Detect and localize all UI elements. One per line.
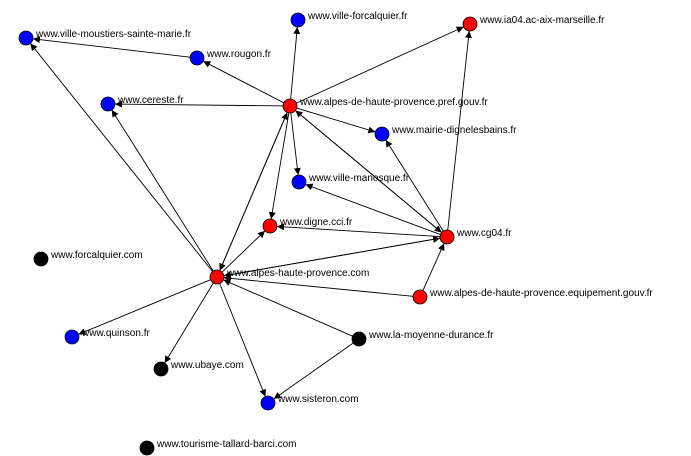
node-circle-moustiers[interactable]: [19, 31, 33, 45]
edge-ahp-to-digne_cci: [222, 231, 265, 272]
node-circle-pref[interactable]: [283, 99, 297, 113]
node-cereste[interactable]: [101, 95, 184, 111]
edge-durance-to-sisteron: [274, 343, 354, 399]
node-pref[interactable]: [283, 97, 488, 113]
node-label-digne_cci: www.digne.cci.fr: [280, 217, 353, 228]
node-label-moustiers: www.ville-moustiers-sainte-marie.fr: [36, 29, 192, 40]
edge-pref-to-forcalquier_fr: [291, 27, 298, 99]
node-forcalquier_fr[interactable]: [291, 11, 408, 27]
node-equip[interactable]: [413, 288, 653, 304]
node-quinson[interactable]: [65, 328, 150, 344]
node-circle-digne_mairie[interactable]: [375, 127, 389, 141]
node-tallard[interactable]: [140, 439, 296, 455]
edge-pref-to-digne_mairie: [297, 108, 376, 132]
edge-rougon-to-moustiers: [33, 39, 190, 57]
node-manosque[interactable]: [292, 173, 410, 189]
node-digne_mairie[interactable]: [375, 125, 517, 141]
node-forcalquier_com[interactable]: [34, 250, 143, 266]
node-label-sisteron: www.sisteron.com: [278, 394, 359, 405]
node-circle-quinson[interactable]: [65, 330, 79, 344]
edge-pref-to-ia04: [296, 27, 463, 103]
edge-ahp-to-pref: [220, 112, 288, 270]
node-label-forcalquier_fr: www.ville-forcalquier.fr: [308, 11, 408, 22]
node-circle-cereste[interactable]: [101, 97, 115, 111]
node-circle-ia04[interactable]: [463, 17, 477, 31]
node-sisteron[interactable]: [261, 394, 359, 410]
node-label-tallard: www.tourisme-tallard-barci.com: [157, 439, 297, 450]
node-durance[interactable]: [352, 330, 494, 346]
node-circle-ahp[interactable]: [210, 270, 224, 284]
edges-layer: [30, 27, 469, 399]
node-circle-equip[interactable]: [413, 290, 427, 304]
edge-ahp-to-sisteron: [220, 283, 266, 396]
node-circle-rougon[interactable]: [190, 51, 204, 65]
node-label-ubaye: www.ubaye.com: [171, 360, 244, 371]
node-label-manosque: www.ville-manosque.fr: [309, 173, 410, 184]
edge-ahp-to-ubaye: [165, 283, 214, 363]
node-circle-manosque[interactable]: [292, 175, 306, 189]
node-circle-digne_cci[interactable]: [263, 219, 277, 233]
node-ubaye[interactable]: [154, 360, 244, 376]
node-ahp[interactable]: [210, 268, 369, 284]
edge-ahp-to-quinson: [78, 280, 210, 335]
nodes-layer: [19, 11, 653, 455]
node-label-forcalquier_com: www.forcalquier.com: [51, 250, 143, 261]
edge-ahp-to-moustiers: [30, 43, 212, 271]
node-circle-cg04[interactable]: [440, 230, 454, 244]
node-label-digne_mairie: www.mairie-dignelesbains.fr: [392, 125, 517, 136]
node-rougon[interactable]: [190, 49, 272, 65]
node-label-durance: www.la-moyenne-durance.fr: [369, 330, 494, 341]
node-cg04[interactable]: [440, 228, 512, 244]
node-circle-forcalquier_com[interactable]: [34, 252, 48, 266]
node-circle-tallard[interactable]: [140, 441, 154, 455]
node-label-rougon: www.rougon.fr: [207, 49, 271, 60]
node-circle-ubaye[interactable]: [154, 362, 168, 376]
node-label-pref: www.alpes-de-haute-provence.pref.gouv.fr: [300, 97, 488, 108]
edge-pref-to-rougon: [203, 61, 284, 103]
node-label-cg04: www.cg04.fr: [457, 228, 512, 239]
node-label-equip: www.alpes-de-haute-provence.equipement.gouv.fr: [430, 288, 653, 299]
edge-ahp-to-cereste: [112, 110, 214, 271]
node-label-ia04: www.ia04.ac-aix-marseille.fr: [480, 15, 605, 26]
node-circle-forcalquier_fr[interactable]: [291, 13, 305, 27]
node-circle-sisteron[interactable]: [261, 396, 275, 410]
edge-equip-to-ahp: [224, 278, 413, 297]
edge-equip-to-cg04: [423, 243, 444, 290]
node-circle-durance[interactable]: [352, 332, 366, 346]
node-ia04[interactable]: [463, 15, 605, 31]
edge-pref-to-manosque: [291, 113, 298, 175]
node-label-ahp: www.alpes-haute-provence.com: [227, 268, 370, 279]
node-moustiers[interactable]: [19, 29, 192, 45]
node-label-cereste: www.cereste.fr: [118, 95, 184, 106]
node-label-quinson: www.quinson.fr: [82, 328, 150, 339]
